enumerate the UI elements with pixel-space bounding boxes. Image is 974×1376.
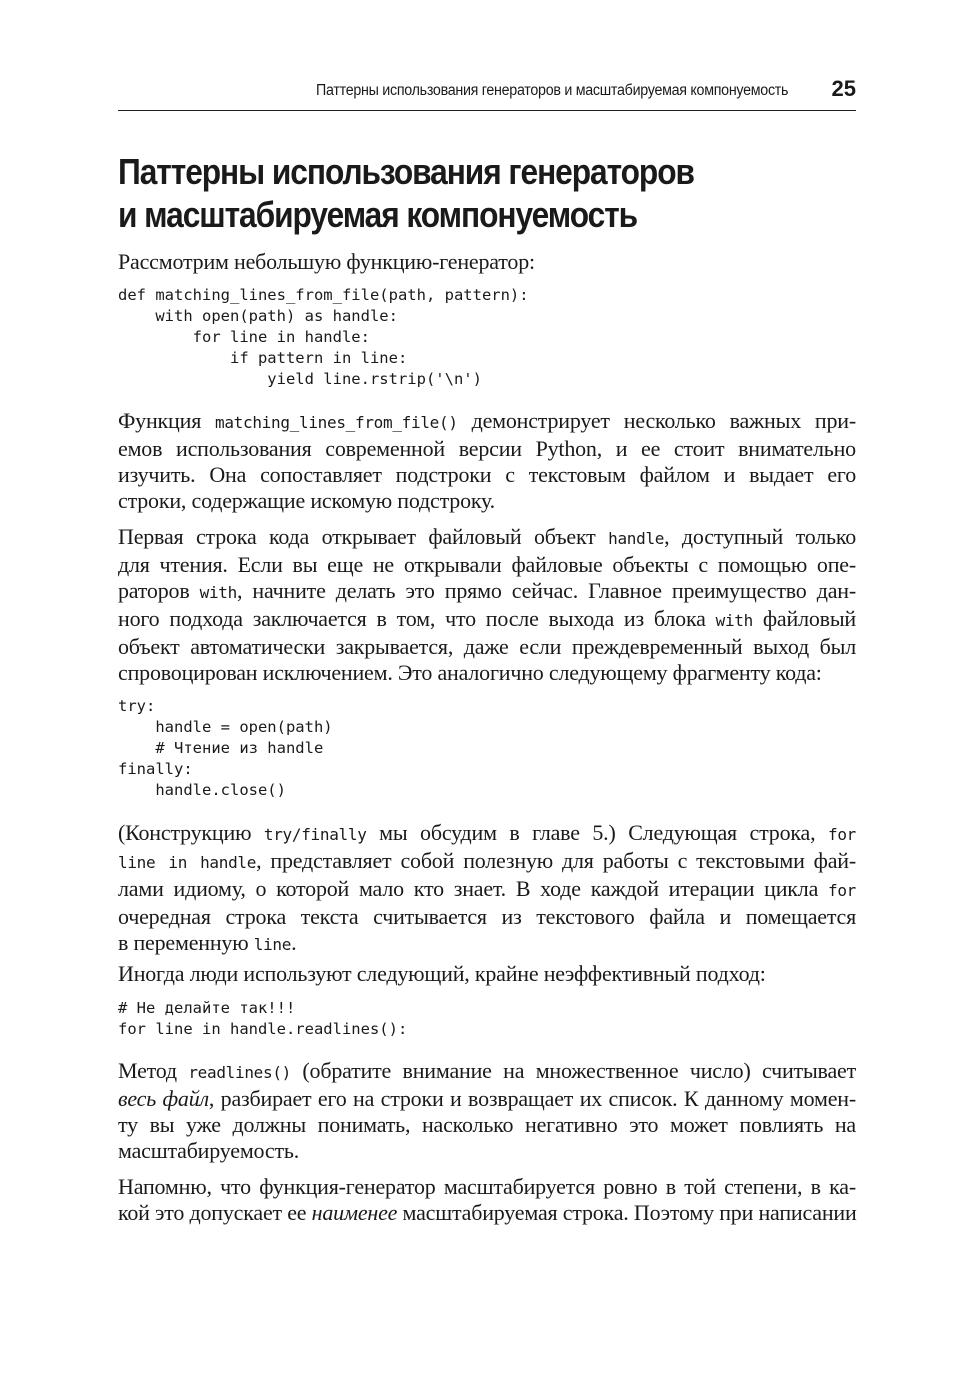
code-block-try-finally — [118, 696, 856, 801]
paragraph-3 — [118, 820, 856, 958]
text-line: Первая строка кода открывает файловый объект handle, доступный только — [118, 524, 856, 549]
text-line: очередная строка текста считывается из текстового файла и помещается — [118, 904, 856, 929]
text-line: раторов with, начните делать это прямо сейчас. Главное преимущество дан- — [118, 578, 856, 603]
inline-code: for — [828, 825, 856, 844]
text-line: изучить. Она сопоставляет подстроки с текстовым файлом и выдает его — [118, 462, 856, 487]
text-line: весь файл, разбирает его на строки и возвращает их список. К данному момен- — [118, 1086, 856, 1111]
section-title-line-1: Паттерны использования генераторов — [118, 151, 694, 192]
text-line: Метод readlines() (обратите внимание на множественное число) считывает — [118, 1058, 856, 1083]
paragraph-1 — [118, 408, 856, 514]
text-line: ного подхода заключается в том, что после выхода из блока with файловый — [118, 606, 856, 631]
text-line: Функция matching_lines_from_file() демонстрирует несколько важных при- — [118, 408, 856, 433]
text-line: в переменную line. — [118, 930, 297, 955]
inline-code: for — [828, 881, 856, 900]
code-line: # Чтение из handle — [118, 739, 324, 757]
code-line: for line in handle: — [118, 328, 370, 346]
inline-code: handle — [608, 529, 665, 548]
code-line: handle.close() — [118, 781, 286, 799]
code-line: finally: — [118, 760, 193, 778]
code-line: for line in handle.readlines(): — [118, 1020, 408, 1038]
inline-code: readlines() — [188, 1063, 292, 1082]
text-line: кой это допускает ее наименее масштабируемая строка. Поэтому при написании — [118, 1200, 857, 1225]
section-title-line-2: и масштабируемая компонуемость — [118, 194, 638, 235]
text-line: для чтения. Если вы еще не открывали файловые объекты с помощью опе- — [118, 552, 856, 577]
intro-text: Рассмотрим небольшую функцию-генератор: — [118, 249, 535, 274]
paragraph-5 — [118, 1058, 856, 1164]
text-line: Напомню, что функция-генератор масштабируется ровно в той степени, в ка- — [118, 1174, 856, 1199]
inline-code: with — [715, 611, 753, 630]
code-line: def matching_lines_from_file(path, pattern): — [118, 286, 529, 304]
emphasis: весь файл — [118, 1086, 209, 1111]
text-line: спровоцирован исключением. Это аналогично следующему фрагменту кода: — [118, 660, 822, 685]
inline-code: matching_lines_from_file() — [215, 413, 458, 432]
text-line: строки, содержащие искомую подстроку. — [118, 488, 495, 513]
code-line: try: — [118, 697, 156, 715]
inline-code: line in handle — [118, 853, 257, 872]
code-line: yield line.rstrip('\n') — [118, 370, 482, 388]
text-line: объект автоматически закрывается, даже если преждевременный выход был — [118, 634, 856, 659]
text-line: масштабируемость. — [118, 1138, 300, 1163]
inline-code: line — [253, 935, 292, 954]
inline-code: with — [199, 583, 237, 602]
paragraph-4 — [118, 961, 856, 987]
text-line: line in handle, представляет собой полезную для работы с текстовыми фай- — [118, 848, 856, 873]
code-line: # Не делайте так!!! — [118, 999, 296, 1017]
code-line: with open(path) as handle: — [118, 307, 398, 325]
code-block-generator — [118, 285, 856, 390]
running-header — [118, 74, 856, 111]
emphasis: наименее — [311, 1200, 398, 1225]
paragraph-6 — [118, 1174, 856, 1226]
text-line: Иногда люди используют следующий, крайне неэффективный подход: — [118, 961, 766, 986]
paragraph-2 — [118, 524, 856, 686]
inline-code: try/finally — [263, 825, 367, 844]
running-title: Паттерны использования генераторов и масштабируемая компонуемость — [315, 82, 788, 99]
text-line: емов использования современной версии Python, и ее стоит внимательно — [118, 436, 856, 461]
text-line: (Конструкцию try/finally мы обсудим в главе 5.) Следующая строка, for — [118, 820, 856, 845]
page-number: 25 — [831, 76, 856, 101]
code-line: handle = open(path) — [118, 718, 333, 736]
text-line: ту вы уже должны понимать, насколько негативно это может повлиять на — [118, 1112, 856, 1137]
section-title — [118, 150, 694, 236]
code-line: if pattern in line: — [118, 349, 408, 367]
code-block-readlines — [118, 998, 856, 1040]
text-line: лами идиому, о которой мало кто знает. В ходе каждой итерации цикла for — [118, 876, 856, 901]
intro-paragraph — [118, 249, 856, 275]
